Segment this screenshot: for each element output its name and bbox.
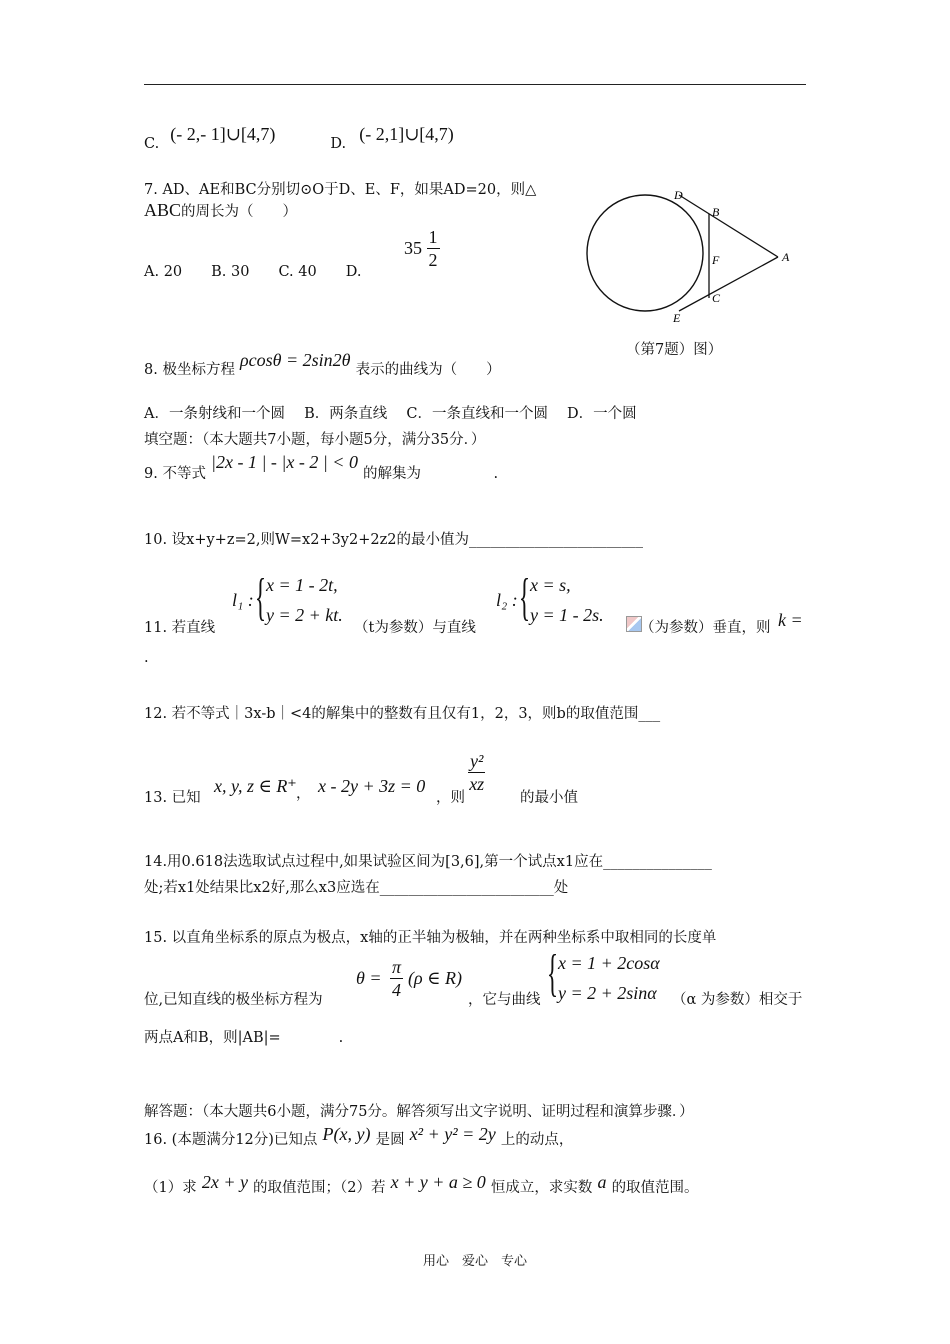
q16-part1-suffix: 的取值范围；（2）若 bbox=[253, 1180, 386, 1196]
l1-label: l₁ : bbox=[232, 590, 254, 610]
q13-then: ，则 bbox=[436, 790, 465, 806]
q15-theta: θ = bbox=[356, 968, 382, 988]
q7-options: A. 20 B. 30 C. 40 D. bbox=[144, 264, 362, 280]
option-d-math: (- 2,1]∪[4,7) bbox=[359, 124, 454, 144]
q16-point: P(x, y) bbox=[322, 1124, 371, 1144]
label-f: F bbox=[712, 253, 720, 267]
q11-param1: （t为参数）与直线 bbox=[354, 620, 476, 636]
q15-eq1: x = 1 + 2cosα bbox=[558, 953, 660, 973]
q16-end: 的取值范围。 bbox=[611, 1180, 699, 1196]
abc-text: ABC bbox=[144, 200, 182, 220]
label-e: E bbox=[673, 311, 681, 325]
q16-circle: x² + y² = 2y bbox=[409, 1124, 496, 1144]
q6-options bbox=[144, 124, 454, 152]
q16-part2-math: x + y + a ≥ 0 bbox=[390, 1172, 486, 1192]
q11-prefix: 11. 若直线 bbox=[144, 620, 216, 636]
q7-line2-rest: 的周长为（ ） bbox=[181, 204, 298, 220]
l2-eq1: x = s, bbox=[530, 575, 571, 595]
page-footer: 用心 爱心 专心 bbox=[422, 1254, 527, 1269]
q7-line1: 7. AD、AE和BC分别切⊙O于D、E、F，如果AD=20，则△ bbox=[144, 182, 537, 198]
l2-label: l₂ : bbox=[496, 590, 518, 610]
fraction-denominator: 2 bbox=[428, 250, 438, 270]
q10-line: 10. 设x+y+z=2,则W=x2+3y2+2z2的最小值为________________________ bbox=[144, 532, 643, 548]
l1-brace: { bbox=[254, 569, 267, 626]
q13-prefix: 13. 已知 bbox=[144, 790, 201, 806]
figure-caption: （第7题）图） bbox=[626, 342, 723, 358]
q15-mid: ，它与曲线 bbox=[468, 992, 541, 1008]
q8-prefix: 8. 极坐标方程 bbox=[144, 362, 235, 378]
option-c-label: C. bbox=[144, 136, 160, 152]
q7-line2 bbox=[144, 200, 297, 221]
q15-condition: (ρ ∈ R) bbox=[408, 968, 462, 988]
q16-suffix: 上的动点， bbox=[500, 1132, 574, 1148]
q13-suffix: 的最小值 bbox=[520, 790, 578, 806]
label-c: C bbox=[712, 291, 721, 305]
q15-eq2: y = 2 + 2sinα bbox=[558, 983, 657, 1003]
q15-line1: 15. 以直角坐标系的原点为极点，x轴的正半轴为极轴，并在两种坐标系中取相同的长度单 bbox=[144, 930, 717, 946]
k-equals: k = bbox=[778, 610, 803, 630]
q16-part1-math: 2x + y bbox=[201, 1172, 248, 1192]
q15-pi-over-four bbox=[390, 958, 403, 999]
q9-suffix: 的解集为 . bbox=[363, 466, 499, 482]
l2-brace: { bbox=[518, 569, 531, 626]
q8-line bbox=[144, 350, 501, 378]
l1-system bbox=[266, 570, 343, 630]
q13-domain: x, y, z ∈ R⁺ bbox=[214, 776, 297, 796]
label-d: D bbox=[674, 188, 683, 202]
q9-line bbox=[144, 452, 499, 482]
q11-param2: （为参数）垂直，则 bbox=[640, 620, 771, 636]
q11-tail: . bbox=[144, 650, 149, 666]
q13-fraction bbox=[468, 752, 485, 793]
q15-brace: { bbox=[546, 945, 559, 1002]
l1-eq2: y = 2 + kt. bbox=[266, 605, 343, 625]
tangent-circle-figure bbox=[580, 180, 800, 330]
fill-heading: 填空题：（本大题共7小题，每小题5分，满分35分．） bbox=[144, 432, 486, 448]
q13-comma: ， bbox=[296, 786, 311, 802]
q15-system bbox=[558, 948, 660, 1008]
q13-constraint: x - 2y + 3z = 0 bbox=[318, 776, 426, 796]
q12-line: 12. 若不等式｜3x-b｜<4的解集中的整数有且仅有1，2，3，则b的取值范围___ bbox=[144, 706, 661, 722]
l1-eq1: x = 1 - 2t, bbox=[266, 575, 338, 595]
q13-frac-num: y² bbox=[470, 751, 484, 771]
fraction-numerator: 1 bbox=[428, 227, 438, 247]
q13-frac-den: xz bbox=[469, 774, 485, 794]
q14-line1: 14.用0.618法选取试点过程中,如果试验区间为[3,6],第一个试点x1应在_______________ bbox=[144, 854, 712, 870]
q16-var-a: a bbox=[597, 1172, 607, 1192]
tangent-ad bbox=[679, 195, 778, 257]
q9-inequality: |2x - 1 | - |x - 2 | < 0 bbox=[211, 452, 358, 472]
q16-line2 bbox=[144, 1172, 699, 1196]
l2-eq2: y = 1 - 2s. bbox=[530, 605, 604, 625]
q8-options: A．一条射线和一个圆 B．两条直线 C．一条直线和一个圆 D．一个圆 bbox=[144, 406, 637, 422]
circle-o bbox=[587, 195, 703, 311]
option-c-math: (- 2,- 1]∪[4,7) bbox=[170, 124, 276, 144]
mixed-fraction bbox=[427, 228, 440, 269]
q9-prefix: 9. 不等式 bbox=[144, 466, 206, 482]
q14-line2: 处;若x1处结果比x2好,那么x3应选在________________________处 bbox=[144, 880, 569, 896]
q16-part2-suffix: 恒成立，求实数 bbox=[490, 1180, 593, 1196]
mixed-whole: 35 bbox=[404, 238, 422, 258]
header-rule bbox=[144, 84, 806, 85]
q15-pi: π bbox=[392, 957, 402, 977]
q16-part1-prefix: （1）求 bbox=[144, 1180, 197, 1196]
q8-suffix: 表示的曲线为（ ） bbox=[355, 362, 501, 378]
q15-suffix: （α 为参数）相交于 bbox=[672, 992, 803, 1008]
option-d-label: D. bbox=[330, 136, 347, 152]
q15-line2-prefix: 位,已知直线的极坐标方程为 bbox=[144, 992, 323, 1008]
label-b: B bbox=[712, 205, 720, 219]
q16-mid: 是圆 bbox=[375, 1132, 405, 1148]
q15-line3: 两点A和B，则|AB|= . bbox=[144, 1030, 344, 1046]
q8-equation: ρcosθ = 2sin2θ bbox=[240, 350, 351, 370]
q7-option-d-value bbox=[404, 228, 440, 269]
l2-system bbox=[530, 570, 604, 630]
q16-line1 bbox=[144, 1124, 574, 1148]
q16-prefix: 16. (本题满分12分)已知点 bbox=[144, 1132, 318, 1148]
answer-heading: 解答题：（本大题共6小题，满分75分。解答须写出文字说明、证明过程和演算步骤．） bbox=[144, 1104, 694, 1120]
q15-four: 4 bbox=[392, 980, 402, 1000]
label-a: A bbox=[782, 250, 790, 264]
